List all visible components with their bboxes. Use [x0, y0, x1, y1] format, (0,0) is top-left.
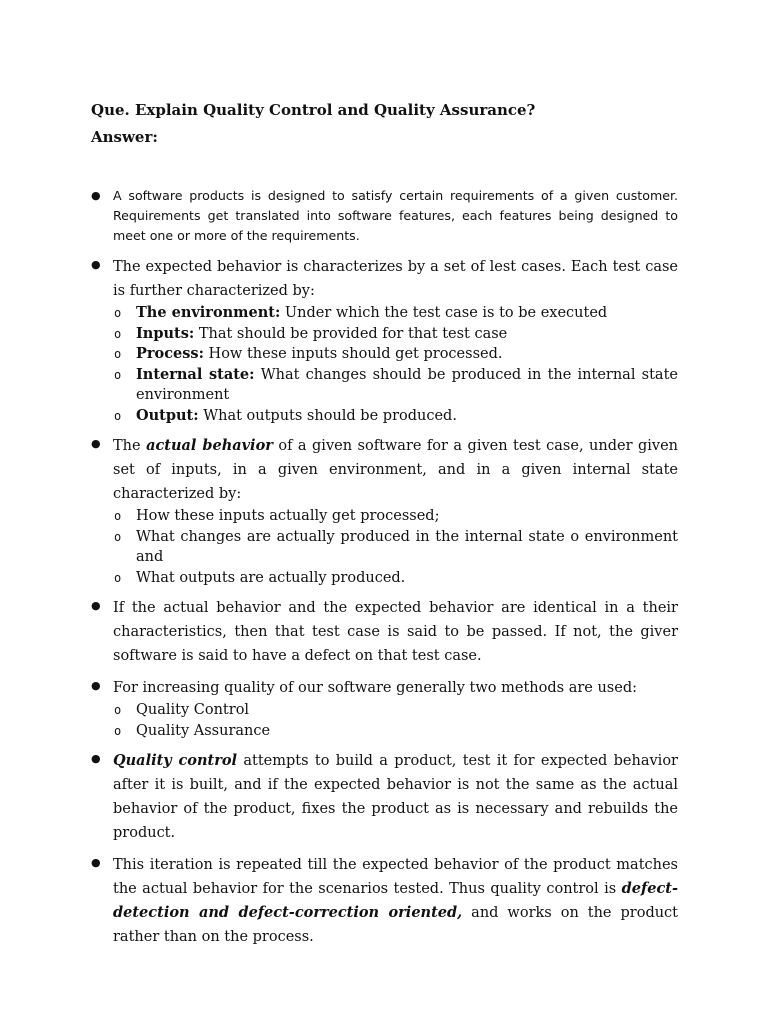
bullet-quality-control [91, 749, 678, 845]
sub-item: o Output: What outputs should be produced. [113, 406, 678, 427]
sub-label: Internal state: [136, 365, 255, 383]
bullet-actual-behavior [91, 434, 678, 588]
bullet-text: ● For increasing quality of our software generally two methods are used: [113, 680, 637, 696]
bullet-software-products [91, 186, 678, 246]
bullet-text: A software products is designed to satisfy certain requirements of a given customer. Requirements get translated into software features, each features being designed to meet one or more of the requirements. [113, 188, 678, 243]
answer-label: Answer: [91, 128, 158, 146]
sub-item: o How these inputs actually get processed; [113, 506, 678, 527]
emphasis: actual behavior [146, 437, 273, 454]
sub-item: o The environment: Under which the test case is to be executed [113, 303, 678, 324]
sub-item: o What changes are actually produced in the internal state o environment and [113, 527, 678, 568]
sublist-actual [113, 506, 678, 588]
bullet-text: ● If the actual behavior and the expected behavior are identical in a their characteristics, then that test case is said to be passed. If not, the giver software is said to have a defect on that test case. [113, 600, 678, 664]
question-heading: Que. Explain Quality Control and Quality Assurance? [91, 101, 536, 119]
bullet-iteration [91, 853, 678, 949]
sub-item: o What outputs are actually produced. [113, 568, 678, 589]
emphasis: Quality control [113, 752, 238, 769]
sub-label: The environment: [136, 304, 281, 321]
sublist-methods [113, 700, 678, 741]
bullet-text: ● The expected behavior is characterizes by a set of lest cases. Each test case is further characterized by: [113, 259, 678, 299]
answer-bullet-list [91, 186, 678, 949]
sub-item: o Internal state: What changes should be produced in the internal state environment [113, 365, 678, 406]
bullet-text: ● This iteration is repeated till the expected behavior of the product matches the actual behavior for the scenarios tested. Thus quality control is defect-detection and defect-correction oriented, and works on the product rather than on the process. [113, 857, 679, 945]
sub-item: o Process: How these inputs should get processed. [113, 344, 678, 365]
sub-label: Process: [136, 345, 204, 362]
bullet-text: ● The actual behavior of a given software for a given test case, under given set of inputs, in a given environment, and in a given internal state characterized by: [113, 437, 679, 502]
bullet-identical-behavior [91, 596, 678, 668]
bullet-two-methods [91, 676, 678, 741]
sub-label: Output: [136, 406, 199, 424]
sub-label: Inputs: [136, 324, 195, 342]
sub-item: o Quality Assurance [113, 721, 678, 742]
sub-item: o Quality Control [113, 700, 678, 721]
sublist-expected [113, 303, 678, 426]
bullet-expected-behavior [91, 255, 678, 426]
emphasis: defect-detection and defect-correction oriented, [113, 880, 678, 921]
sub-item: o Inputs: That should be provided for that test case [113, 324, 678, 345]
bullet-text: ● Quality control attempts to build a product, test it for expected behavior after it is built, and if the expected behavior is not the same as the actual behavior of the product, fixes the product as is necessary and rebuilds the product. [113, 752, 678, 841]
